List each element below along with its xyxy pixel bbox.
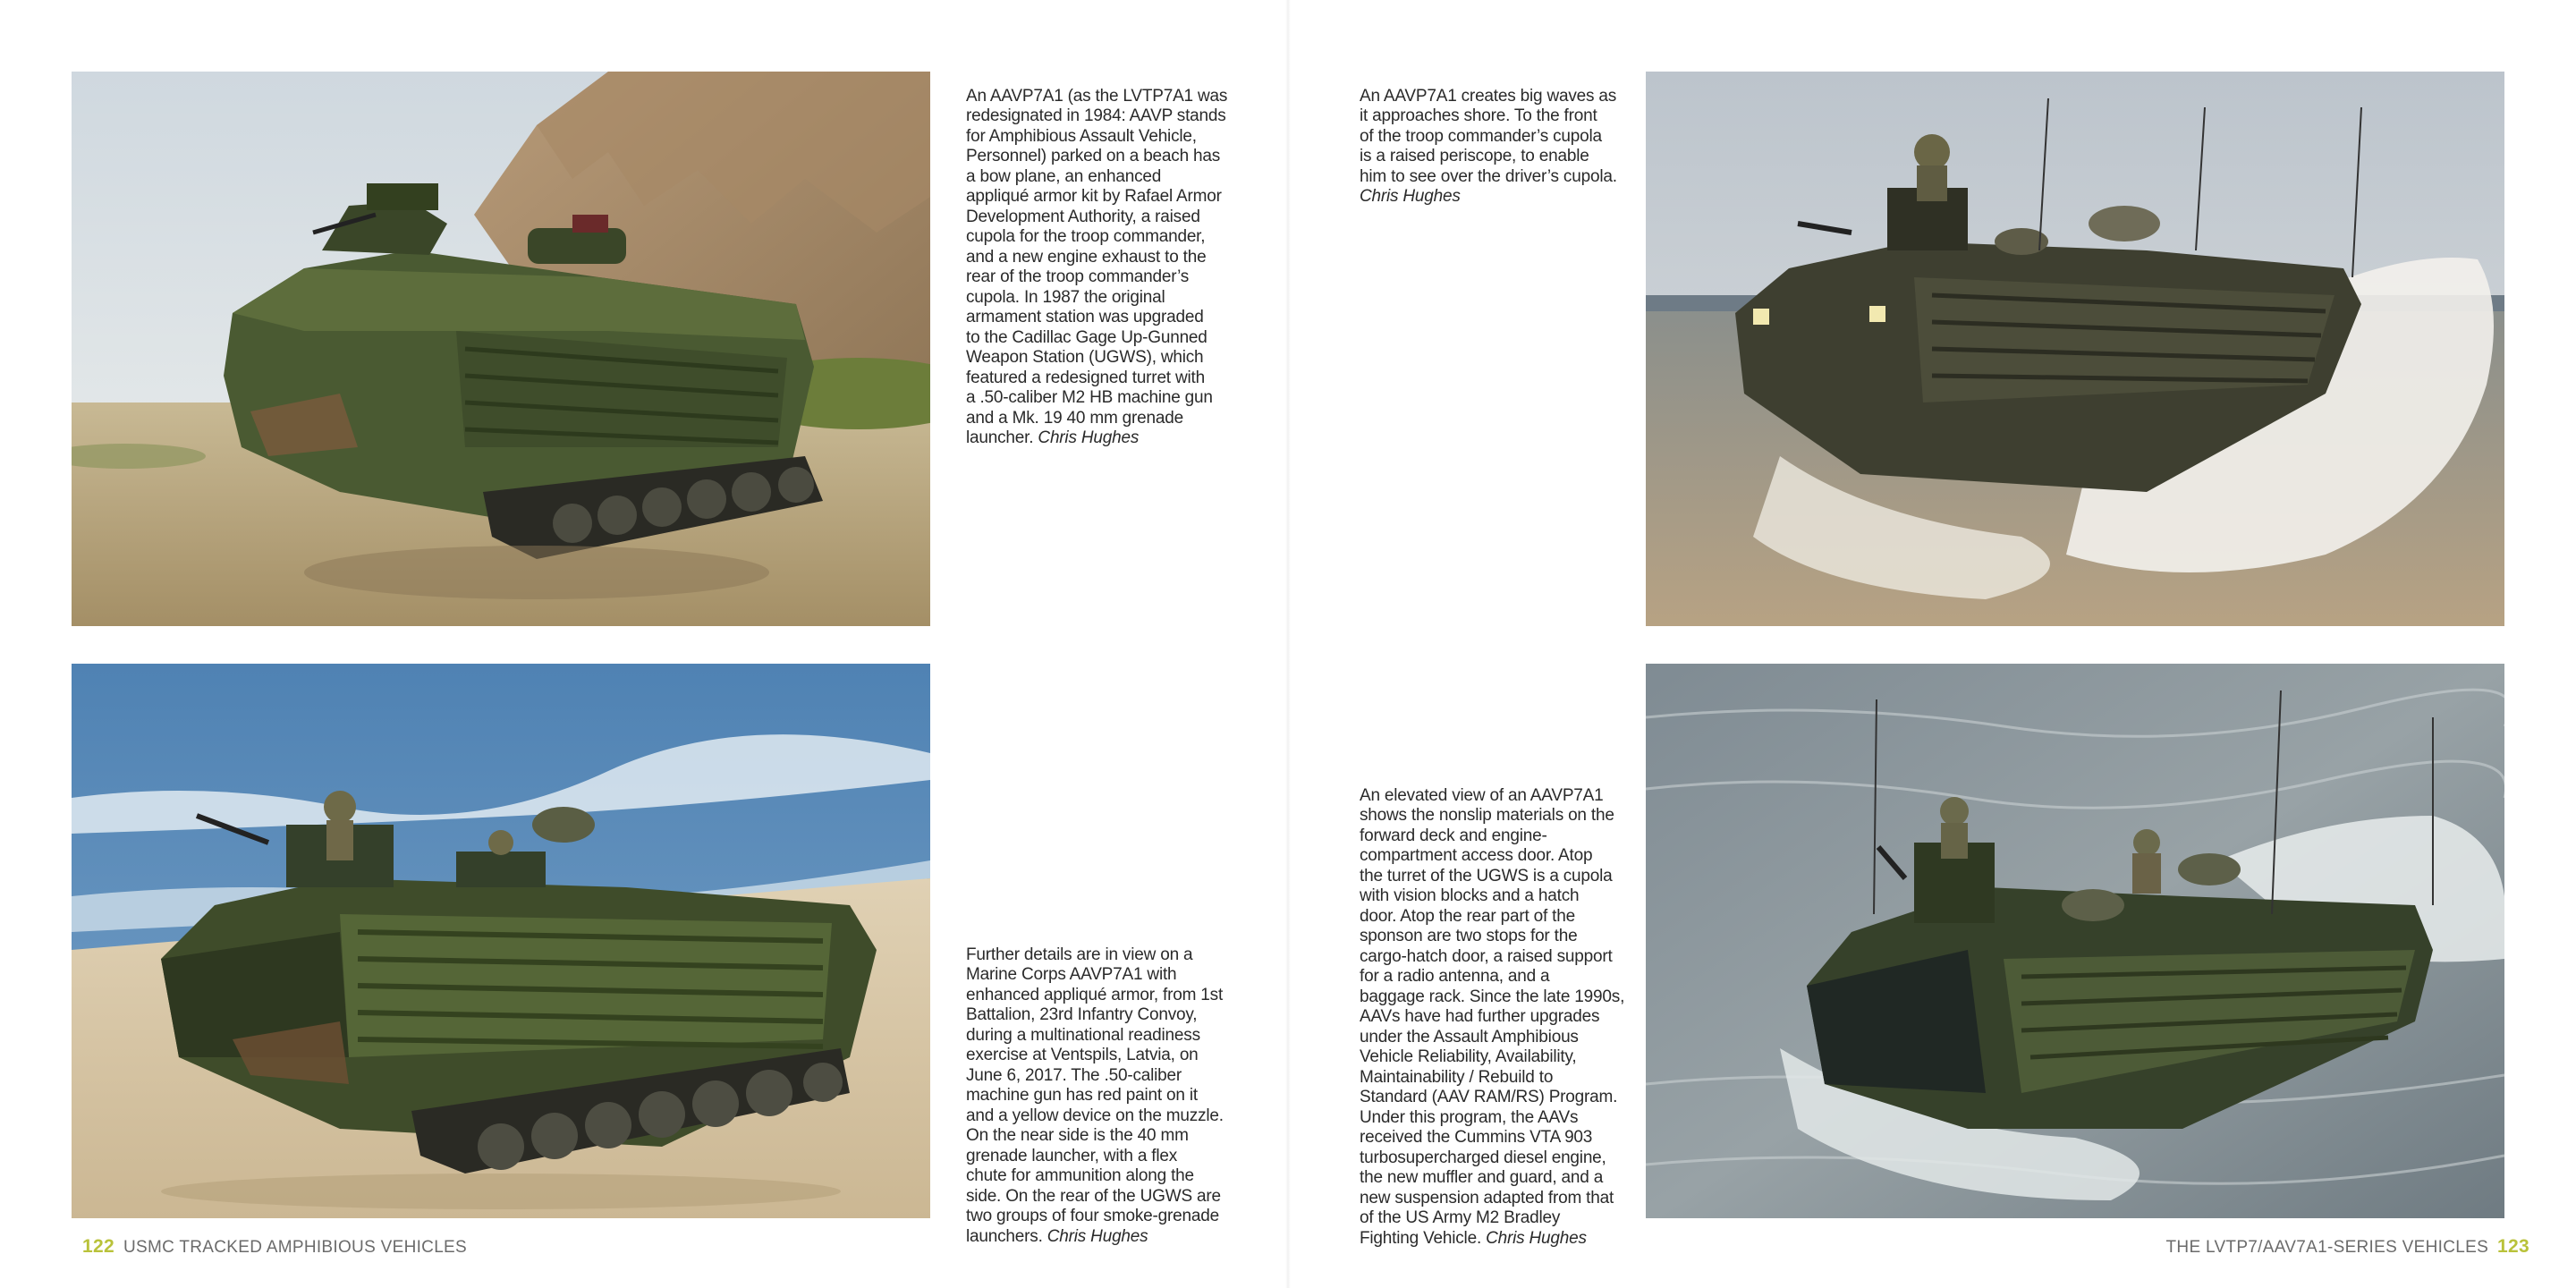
photo-aavp7a1-big-waves [1646, 72, 2504, 626]
right-page [1288, 0, 2576, 1288]
photo-credit: Chris Hughes [1486, 1228, 1587, 1248]
caption-text: An elevated view of an AAVP7A1 shows the nonslip materials on the forward deck and engine- compartment access door. Atop the turret of the UGWS is a cupola with vision blocks and a hatch door. Atop the rear part of the sponson are two stops for the cargo-hatch door, a raised support for a radio antenna, and a baggage rack. Since the late 1990s, AAVs have had further upgrades under the Assault Amphibious Vehicle Reliability, Availability, Maintainability / Rebuild to Standard (AAV RAM/RS) Program. Under this program, the AAVs received the Cummins VTA 903 turbosupercharged diesel engine, the new muffler and guard, and a new suspension adapted from that of the US Army M2 Bradley Fighting Vehicle. [1360, 785, 1625, 1248]
caption-text: An AAVP7A1 creates big waves as it approaches shore. To the front of the troop commander’s cupola is a raised periscope, to enable him to see over the driver’s cupola. [1360, 86, 1617, 186]
page-number: 123 [2497, 1236, 2529, 1257]
caption-top-right [1360, 66, 1628, 208]
running-head: THE LVTP7/AAV7A1-SERIES VEHICLES [2165, 1238, 2489, 1257]
photo-aavp7a1-beach-cliff [72, 72, 930, 626]
photo-credit: Chris Hughes [1038, 428, 1140, 447]
caption-top-left [966, 66, 1234, 449]
caption-bottom-right [1360, 766, 1628, 1249]
folio-right [2166, 1236, 2529, 1258]
page-number: 122 [82, 1236, 114, 1257]
photo-aavp7a1-elevated-view [1646, 664, 2504, 1218]
running-head: USMC TRACKED AMPHIBIOUS VEHICLES [123, 1238, 468, 1257]
caption-text: An AAVP7A1 (as the LVTP7A1 was redesignated in 1984: AAVP stands for Amphibious Assault Vehicle, Personnel) parked on a beach has a bow plane, an enhanced appliqué armor kit by Rafael Armor Development Authority, a raised cupola for the troop commander, and a new engine exhaust to the rear of the troop commander’s cupola. In 1987 the original armament station was upgraded to the Cadillac Gage Up-Gunned Weapon Station (UGWS), which featured a redesigned turret with a .50-caliber M2 HB machine gun and a Mk. 19 40 mm grenade launcher. [966, 86, 1228, 447]
caption-bottom-left [966, 925, 1234, 1247]
photo-aavp7a1-applique-armor [72, 664, 930, 1218]
photo-credit: Chris Hughes [1046, 1226, 1148, 1246]
folio-left [82, 1236, 467, 1258]
photo-credit: Chris Hughes [1360, 187, 1461, 206]
caption-text: Further details are in view on a Marine Corps AAVP7A1 with enhanced appliqué armor, from 1st Battalion, 23rd Infantry Convoy, during a multinational readiness exercise at Ventspils, Latvia, on June 6, 2017. The .50-caliber machine gun has red paint on it and a yellow device on the muzzle. On the near side is the 40 mm grenade launcher, with a flex chute for ammunition along the side. On the rear of the UGWS are two groups of four smoke-grenade launchers. [966, 945, 1224, 1246]
